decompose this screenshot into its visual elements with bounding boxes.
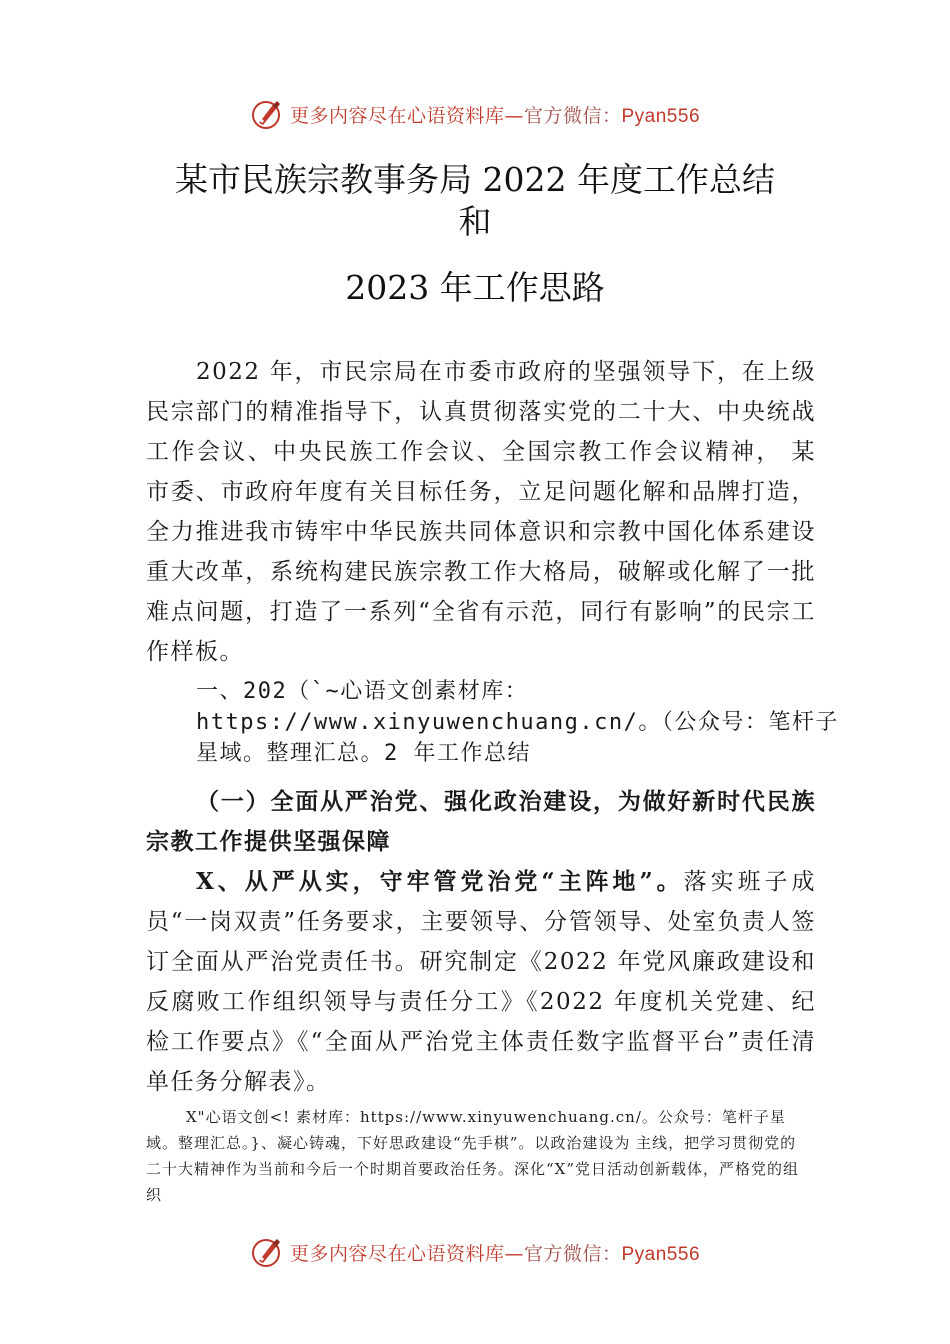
section-heading: 一、202（`~心语文创素材库：https://www.xinyuwenchuang.cn/。（公众号：笔杆子星域。整理汇总。2 年工作总结 <box>196 679 839 766</box>
footnote-paragraph: X"心语文创<! 素材库：https://www.xinyuwenchuang.cn/。公众号：笔杆子星域。整理汇总。}、凝心铸魂，下好思政建设“先手棋”。以政治建设为 主线，把学习贯彻党的二十大精神作为当前和今后一个时期首要政治任务。深化“X”党日活动创新载体，严格党的组织 <box>146 1108 800 1204</box>
banner-text: 更多内容尽在心语资料库—官方微信：Pyan556 <box>289 1242 701 1265</box>
paragraph-body: 落实班子成员“一岗双责”任务要求，主要领导、分管领导、处室负责人签订全面从严治党责任书。研究制定《2022 年党风廉政建设和反腐败工作组织领导与责任分工》《2022 年度机关党建、纪检工作要点》《“全面从严治党主体责任数字监督平台”责任清单任务分解表》。 <box>146 869 816 1095</box>
paragraph-lead: X、从严从实，守牢管党治党“主阵地”。 <box>196 868 684 895</box>
intro-paragraph: 2022 年，市民宗局在市委市政府的坚强领导下，在上级民宗部门的精准指导下，认真贯彻落实党的二十大、中央统战工作会议、中央民族工作会议、全国宗教工作会议精神， 某市委、市政府年度有关目标任务，立足问题化解和品牌打造，全力推进我市铸牢中华民族共同体意识和宗教中国化体系建设重大改革，系统构建民族宗教工作大格局，破解或化解了一批难点问题，打造了一系列“全省有示范，同行有影响”的民宗工作样板。 <box>146 359 816 665</box>
fountain-pen-logo-icon <box>250 97 284 131</box>
fountain-pen-logo-icon <box>250 1235 284 1269</box>
document-title-line-3: 2023 年工作思路 <box>345 268 605 307</box>
body-paragraph <box>146 862 816 1102</box>
document-title-line-2: 和 <box>458 202 492 241</box>
banner-text: 更多内容尽在心语资料库—官方微信：Pyan556 <box>289 104 701 127</box>
footer-banner <box>0 1232 950 1272</box>
header-banner <box>0 94 950 134</box>
subsection-heading: （一）全面从严治党、强化政治建设，为做好新时代民族宗教工作提供坚强保障 <box>146 788 816 855</box>
document-title-line-1: 某市民族宗教事务局 2022 年度工作总结 <box>175 160 775 199</box>
